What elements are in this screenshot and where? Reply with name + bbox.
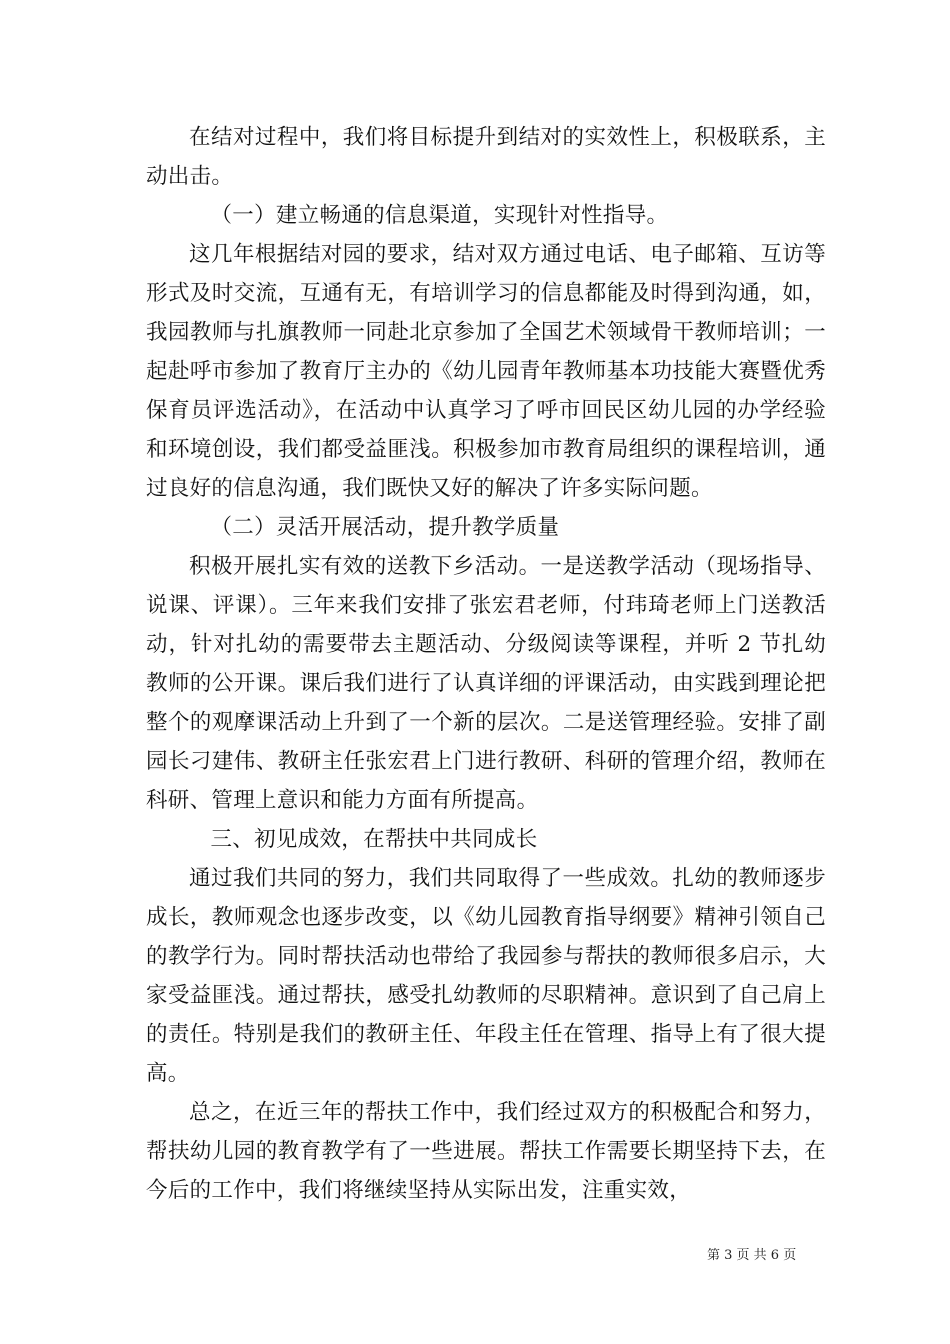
paragraph-activities: 积极开展扎实有效的送教下乡活动。一是送教学活动（现场指导、说课、评课）。三年来我们安排了张宏君老师，付玮琦老师上门送教活动，针对扎幼的需要带去主题活动、分级阅读等课程，并听 2 节扎幼教师的公开课。课后我们进行了认真详细的评课活动，由实践到理论把整个的观摩课活动上升到了一个新的层次。二是送管理经验。安排了副园长刁建伟、教研主任张宏君上门进行教研、科研的管理介绍，教师在科研、管理上意识和能力方面有所提高。 xyxy=(146,554,826,813)
paragraph-results: 通过我们共同的努力，我们共同取得了一些成效。扎幼的教师逐步成长，教师观念也逐步改变，以《幼儿园教育指导纲要》精神引领自己的教学行为。同时帮扶活动也带给了我园参与帮扶的教师很多启示，大家受益匪浅。通过帮扶，感受扎幼教师的尽职精神。意识到了自己肩上的责任。特别是我们的教研主任、年段主任在管理、指导上有了很大提高。 xyxy=(146,866,826,1086)
page-number-footer: 第 3 页 共 6 页 xyxy=(707,1248,797,1263)
paragraph-intro: 在结对过程中，我们将目标提升到结对的实效性上，积极联系，主动出击。 xyxy=(146,125,826,189)
section-heading-activities: （二）灵活开展活动，提升教学质量 xyxy=(210,515,560,540)
section-heading-info-channel: （一）建立畅通的信息渠道，实现针对性指导。 xyxy=(210,203,669,228)
paragraph-summary: 总之，在近三年的帮扶工作中，我们经过双方的积极配合和努力，帮扶幼儿园的教育教学有了一些进展。帮扶工作需要长期坚持下去，在今后的工作中，我们将继续坚持从实际出发，注重实效， xyxy=(146,1100,826,1203)
section-heading-results: 三、初见成效，在帮扶中共同成长 xyxy=(210,827,538,852)
paragraph-info-channel: 这几年根据结对园的要求，结对双方通过电话、电子邮箱、互访等形式及时交流，互通有无，有培训学习的信息都能及时得到沟通，如，我园教师与扎旗教师一同赴北京参加了全国艺术领域骨干教师培训；一起赴呼市参加了教育厅主办的《幼儿园青年教师基本功技能大赛暨优秀保育员评选活动》，在活动中认真学习了呼市回民区幼儿园的办学经验和环境创设，我们都受益匪浅。积极参加市教育局组织的课程培训，通过良好的信息沟通，我们既快又好的解决了许多实际问题。 xyxy=(146,242,826,501)
document-body xyxy=(146,118,826,1210)
